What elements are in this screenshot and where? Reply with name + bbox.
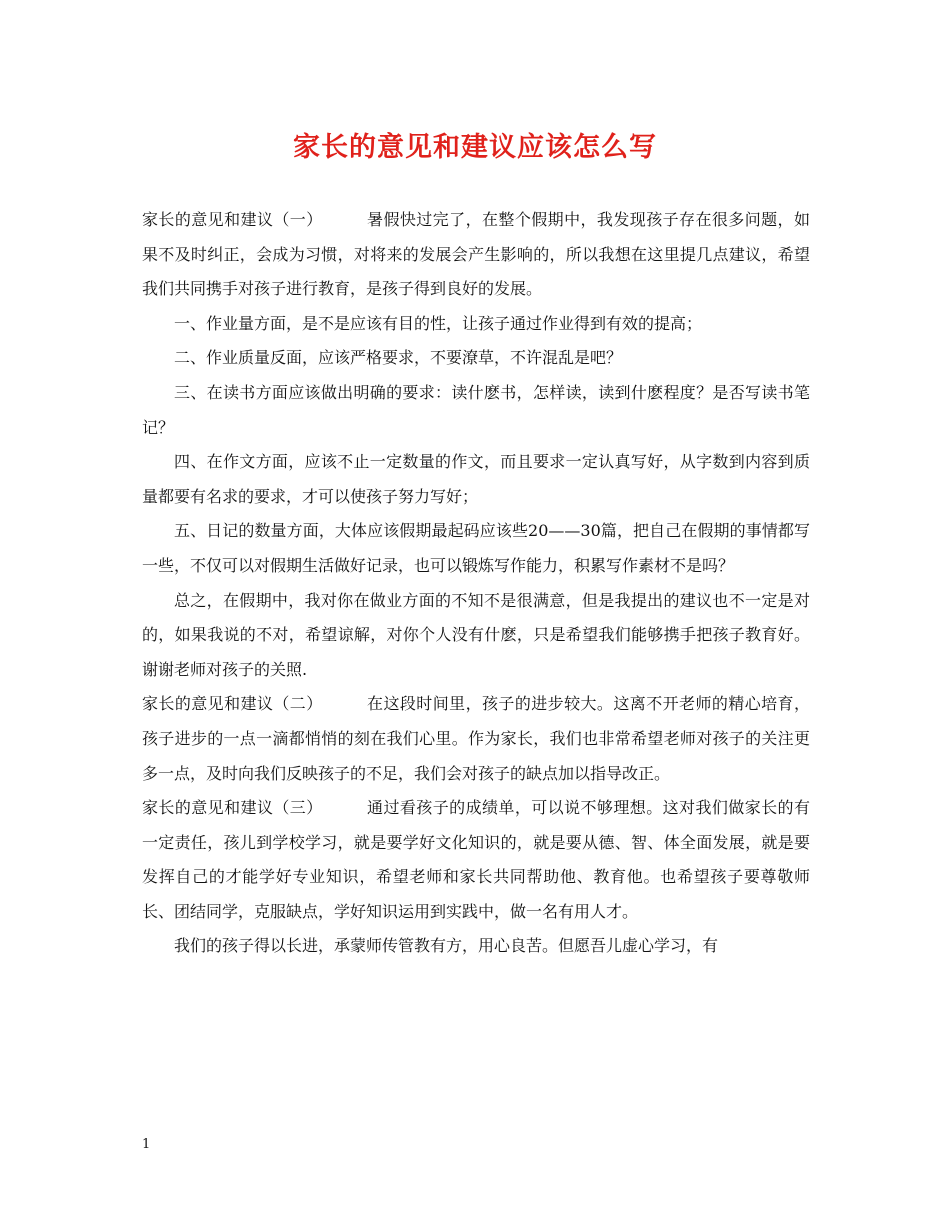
body-paragraph: 五、日记的数量方面，大体应该假期最起码应该些20——30篇，把自己在假期的事情都写一些，不仅可以对假期生活做好记录，也可以锻炼写作能力，积累写作素材不是吗？ xyxy=(142,521,810,575)
section-heading: 家长的意见和建议（一） xyxy=(142,210,323,229)
section-lead-text: 通过看孩子的成绩单，可以说不够理想。这对我们做家长的有一定责任，孩儿到学校学习，就是要学好文化知识的，就是要从德、智、体全面发展，就是要发挥自己的才能学好专业知识，希望老师和家长共同帮助他、教育他。也希望孩子要尊敬师长、团结同学，克服缺点，学好知识运用到实践中，做一名有用人才。 xyxy=(142,798,810,921)
body-paragraph: 二、作业质量反面，应该严格要求，不要潦草，不许混乱是吧？ xyxy=(174,348,623,368)
section-one-lead-paragraph xyxy=(142,203,810,307)
body-paragraph: 一、作业量方面，是不是应该有目的性，让孩子通过作业得到有效的提高； xyxy=(174,313,703,333)
section-heading: 家长的意见和建议（三） xyxy=(142,798,323,818)
section-lead-text: 在这段时间里，孩子的进步较大。这离不开老师的精心培育，孩子进步的一点一滴都悄悄的刻在我们心里。作为家长，我们也非常希望老师对孩子的关注更多一点，及时向我们反映孩子的不足，我们会对孩子的缺点加以指导改正。 xyxy=(142,694,810,783)
section-heading: 家长的意见和建议（二） xyxy=(142,694,323,714)
body-paragraph: 我们的孩子得以长进，承蒙师传管教有方，用心良苦。但愿吾儿虚心学习，有 xyxy=(174,936,719,956)
section-three-lead-paragraph xyxy=(142,791,810,929)
section-lead-text: 暑假快过完了，在整个假期中，我发现孩子存在很多问题，如果不及时纠正，会成为习惯，对将来的发展会产生影响的，所以我想在这里提几点建议，希望我们共同携手对孩子进行教育，是孩子得到良好的发展。 xyxy=(142,210,810,299)
body-paragraph: 三、在读书方面应该做出明确的要求：读什麽书，怎样读，读到什麽程度？是否写读书笔记？ xyxy=(142,382,810,437)
body-paragraph: 总之，在假期中，我对你在做业方面的不知不是很满意，但是我提出的建议也不一定是对的，如果我说的不对，希望谅解，对你个人没有什麽，只是希望我们能够携手把孩子教育好。谢谢老师对孩子的关照. xyxy=(142,590,810,679)
document-title: 家长的意见和建议应该怎么写 xyxy=(293,132,657,163)
section-two-lead-paragraph xyxy=(142,687,810,791)
page-number: 1 xyxy=(142,1137,151,1152)
document-body xyxy=(142,203,810,964)
body-paragraph: 四、在作文方面，应该不止一定数量的作文，而且要求一定认真写好，从字数到内容到质量都要有名求的要求，才可以使孩子努力写好； xyxy=(142,452,810,506)
